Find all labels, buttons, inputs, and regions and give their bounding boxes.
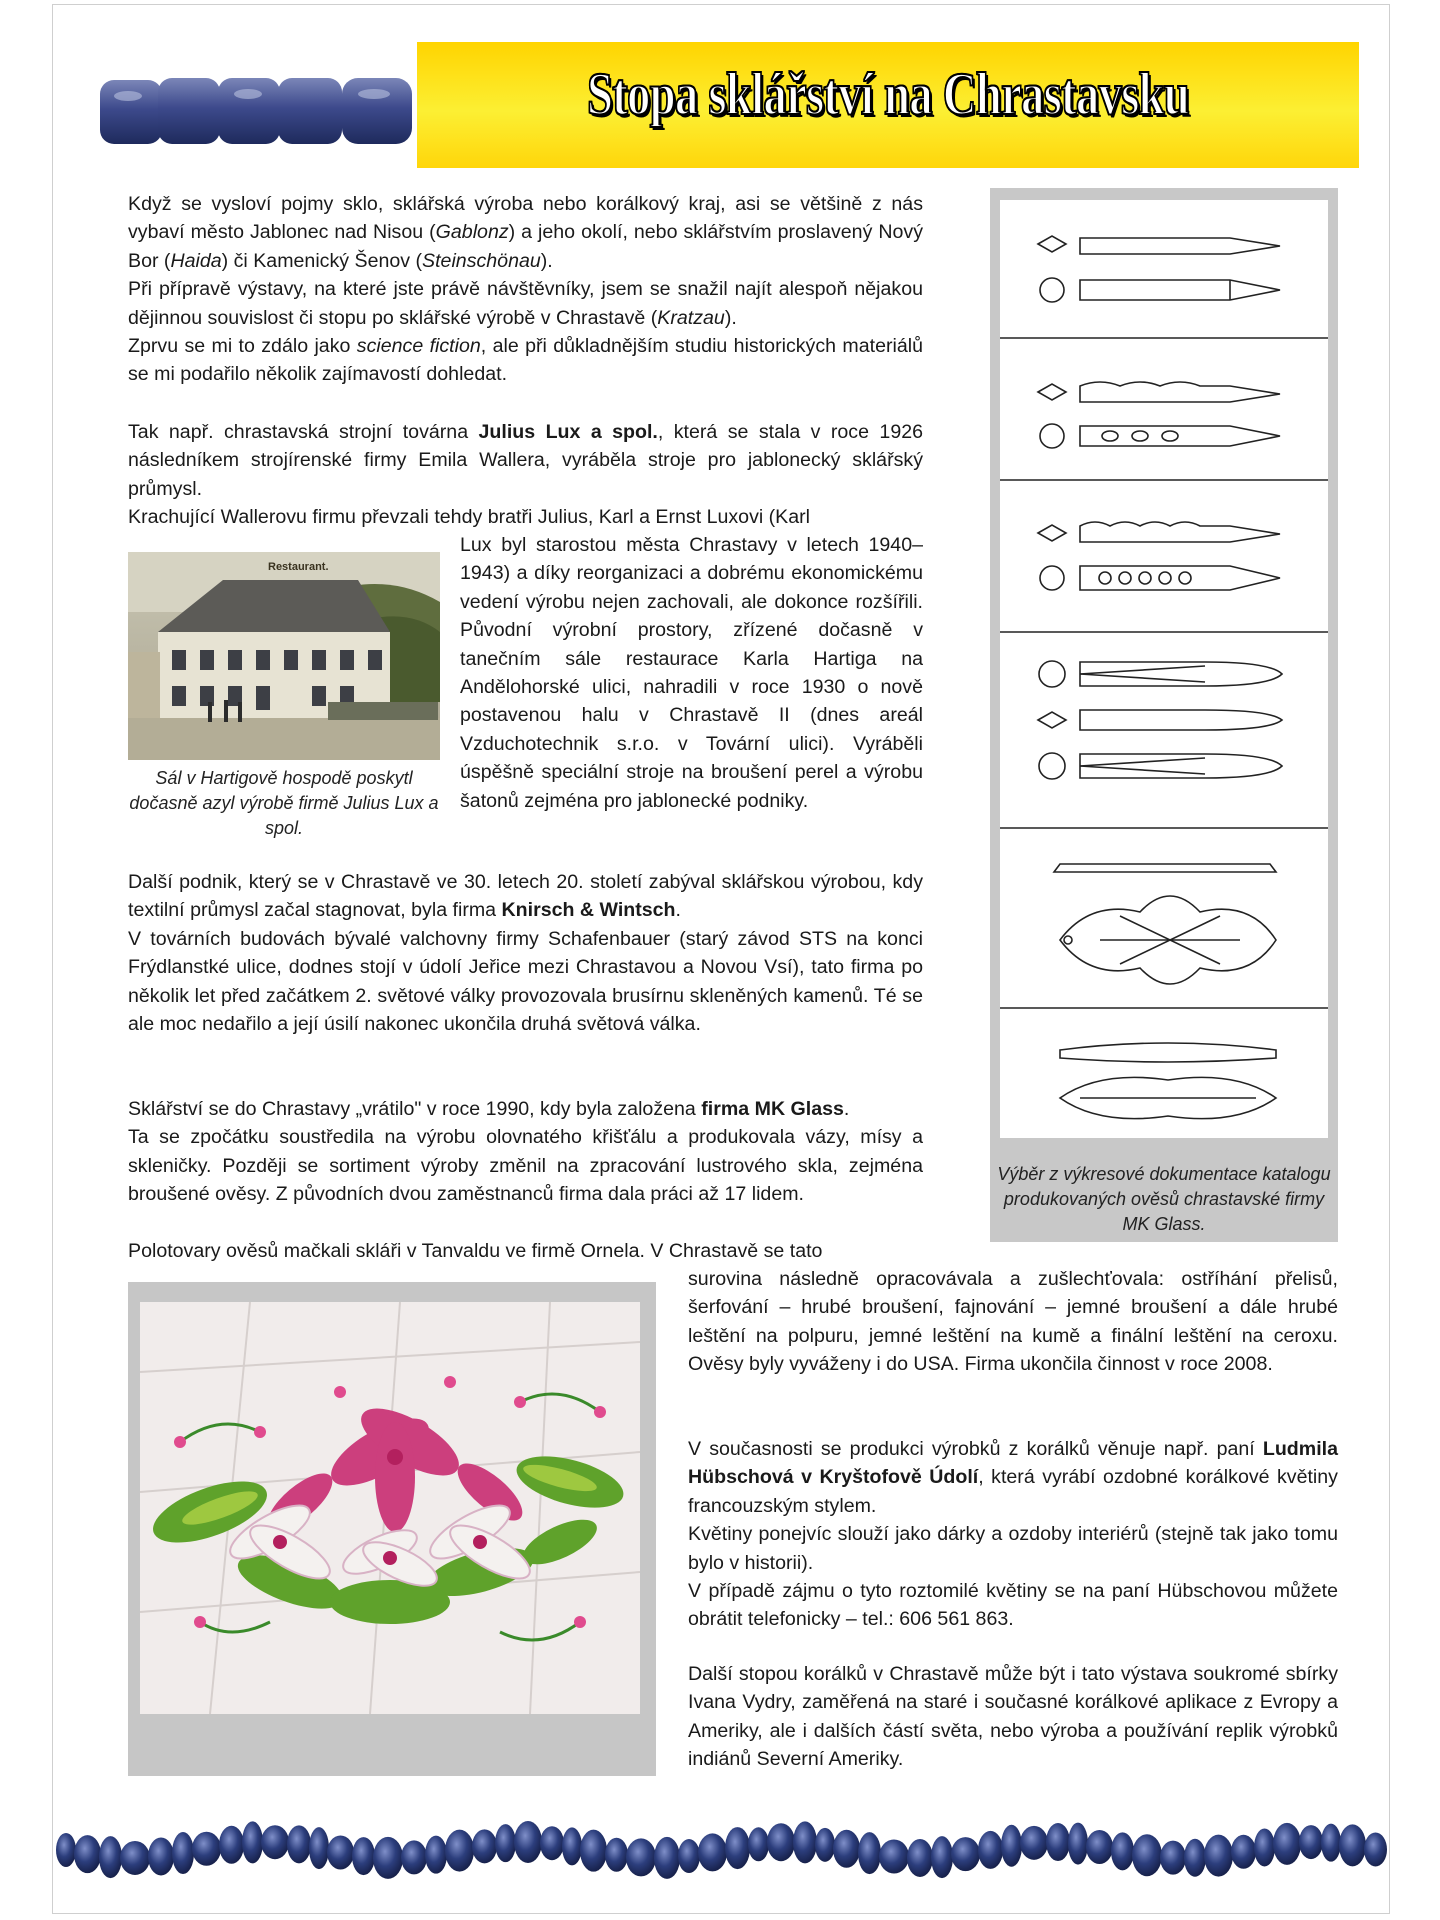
paragraph-ornela-continued [688,1265,1338,1379]
bead [352,1837,375,1875]
text-segment: science fiction [356,335,481,358]
page-title: Stopa sklářství na Chrastavsku [586,61,1190,127]
text-segment: Lux byl starostou města Chrastavy v letech 1940–1943) a díky reorganizaci a dobrému ekonomickému vedení výrobu nejen zachovali, ale dokonce rozšířili. Původní výrobní prostory, zřízené dočasně v tanečním sále restaurace Karla Hartiga na Andělohorské ulici, nahradili v roce 1930 o nově postavenou halu v Chrastavě II (dnes areál Vzduchotechnik s.r.o. v Tovární ulici). Vyráběli úspěšně speciální stroje na broušení perel a výrobu šatonů zejména pro jablonecké podniky. [460,534,923,812]
bead [1111,1832,1134,1870]
text-segment: . [675,899,681,922]
text-segment: ) a jeho okolí, nebo sklářstvím proslavený Nový Bor ( [128,221,923,272]
text-segment: surovina následně opracovávala a zušlechťovala: ostříhání přelisů, šerfování – hrubé broušení, fajnování – jemné broušení a dále hrubé leštění na polpuru, jemné leštění na kumě a finální leštění na ceroxu. Ověsy byly vyváženy i do USA. Firma ukončila činnost v roce 2008. [688,1268,1338,1376]
paragraph-knirsch-wintsch [128,868,923,1038]
bead [725,1827,750,1869]
drawing-panel [990,188,1338,1242]
bead [540,1826,564,1860]
text-segment: ). [540,249,553,272]
bead [580,1830,607,1872]
restaurant-sign-text: Restaurant. [268,561,329,573]
bead [1231,1835,1256,1869]
text-segment: Julius Lux a spol. [478,421,658,443]
bead [373,1837,403,1879]
text-segment: Když se vysloví pojmy sklo, sklářská výroba nebo korálkový kraj, asi se většině z nás vybaví město Jablonec nad Nisou ( [128,193,923,244]
bead [1068,1823,1088,1865]
bead [1204,1835,1233,1877]
text-segment: . [843,1098,850,1120]
text-segment: Krachující Wallerovu firmu převzali tehdy bratři Julius, Karl a Ernst Luxovi (Karl [128,506,811,528]
paragraph-julius-lux [128,418,923,503]
title-banner [417,42,1359,168]
text-segment: Haida [170,249,222,272]
bead [56,1833,76,1867]
text-segment: Květiny ponejvíc slouží jako dárky a ozdoby interiérů (stejně tak jako tomu bylo v historii). [688,1523,1338,1574]
bead [401,1840,427,1874]
text-segment: firma MK Glass [701,1098,844,1120]
bead [445,1830,474,1872]
bead [833,1830,860,1868]
paragraph-ornela-start [128,1237,923,1265]
paragraph-luxovi-continued [460,531,923,815]
bead [626,1838,656,1876]
bead [767,1823,795,1861]
paragraph-intro [128,190,923,389]
bead [327,1835,354,1869]
blue-beads-header-image [98,72,416,150]
bead [1046,1823,1070,1861]
text-segment: , ale při důkladnějším studiu historických materiálů se mi podařilo několik zajímavostí dohledat. [128,335,923,386]
text-segment: Další stopou korálků v Chrastavě může být i tato výstava soukromé sbírky Ivana Vydry, zaměřená na staré i současné korálkové aplikace z Evropy a Ameriky, ale i dalších částí světa, nebo výroba a používání replik výrobků indiánů Severní Ameriky. [688,1663,1338,1771]
bead [678,1839,700,1873]
bead [172,1832,194,1874]
bead [261,1825,289,1859]
bead [1184,1839,1206,1877]
bead [748,1827,769,1861]
drawings-caption: Výběr z výkresové dokumentace katalogu produkovaných ověsů chrastavské firmy MK Glass. [997,1164,1331,1234]
paragraph-vydra-exhibition [688,1660,1338,1774]
bead [495,1824,516,1862]
text-segment: , která se stala v roce 1926 následníkem strojírenské firmy Emila Wallera, vyráběla stroje pro jablonecký sklářský průmysl. [128,421,924,500]
bead [1001,1825,1022,1867]
text-segment: Polotovary ověsů mačkali skláři v Tanvaldu ve firmě Ornela. V Chrastavě se tato [128,1240,823,1262]
restaurant-photo-caption: Sál v Hartigově hospodě poskytl dočasně azyl výrobě firmě Julius Lux a spol. [129,768,439,838]
text-segment: ) či Kamenický Šenov ( [221,249,423,272]
paragraph-luxovi-start [128,503,923,531]
text-segment: Další podnik, který se v Chrastavě ve 30. letech 20. století zabýval sklářskou výrobou, kdy textilní průmysl začal stagnovat, byla firma [128,871,923,922]
text-segment: Tak např. chrastavská strojní továrna [128,421,479,443]
bead [562,1827,582,1865]
paragraph-mk-glass [128,1095,923,1209]
paragraph-hubschova [688,1435,1338,1634]
text-segment: V případě zájmu o tyto roztomilé květiny se na paní Hübschovou můžete obrátit telefonicky – tel.: 606 561 863. [688,1580,1338,1631]
text-segment: Ludmila Hübschová v Kryštofově Údolí [688,1438,1338,1489]
bead [472,1829,497,1863]
text-segment: Steinschönau [422,249,541,272]
bead [793,1821,817,1863]
text-segment: Knirsch & Wintsch [501,899,676,922]
bead [219,1826,244,1864]
bead [858,1832,881,1874]
bead [654,1837,680,1879]
bead [931,1836,953,1878]
bead [698,1833,727,1871]
bead [1273,1823,1301,1865]
bead [148,1837,174,1875]
bead [1254,1828,1275,1866]
bead [425,1836,447,1874]
bead [1321,1824,1341,1862]
bead [192,1832,221,1866]
bead [120,1841,150,1875]
text-segment: , která vyrábí ozdobné korálkové květiny francouzským stylem. [688,1466,1338,1517]
bead [1299,1825,1323,1859]
bead [879,1840,909,1874]
bead [1364,1832,1387,1866]
text-segment: V továrních budovách bývalé valchovny firmy Schafenbauer (starý závod STS na konci Frýdlanstké ulice, dodnes stojí v údolí Jeřice mezi Chrastavou a Novou Vsí), tato firma po několik let před začátkem 2. světové války provozovala brusírnu skleněných kamenů. Té se ale moc nedařilo a její úsilí nakonec ukončila druhá světová válka. [128,927,923,1036]
bead [907,1839,933,1877]
bead [287,1825,311,1863]
text-segment: Gablonz [435,221,509,244]
text-segment: Kratzau [657,306,725,329]
text-segment: Při přípravě výstavy, na které jste právě návštěvníky, jsem se snažil najít alespoň nějakou dějinnou souvislost či stopu po sklářské výrobě v Chrastavě ( [128,278,923,329]
text-segment: Ta se zpočátku soustředila na výrobu olovnatého křišťálu a produkovala vázy, mísy a skleničky. Později se sortiment výroby změnil na zpracování lustrového skla, zejména broušené ověsy. Z původních dvou zaměstnanců firma dala práci až 17 lidem. [128,1126,923,1206]
text-segment: ). [724,306,737,329]
bead [1132,1834,1162,1876]
bead [1339,1824,1366,1866]
bead [99,1836,122,1878]
bead [1160,1841,1186,1875]
blue-beads-footer-image [52,1810,1390,1890]
restaurant-photo [128,552,440,760]
bead [74,1835,101,1873]
text-segment: Zprvu se mi to zdálo jako [128,335,357,358]
bead [951,1837,980,1871]
bead [978,1831,1003,1869]
bead [1020,1826,1048,1860]
text-segment: V současnosti se produkci výrobků z korálků věnuje např. paní [688,1438,1263,1460]
bead [514,1821,542,1863]
bead [309,1827,329,1869]
text-segment: Sklářství se do Chrastavy „vrátilo" v roce 1990, kdy byla založena [128,1098,702,1120]
bead [815,1828,835,1862]
beaded-flowers-photo [140,1302,640,1714]
bead [605,1838,628,1872]
bead [1086,1830,1113,1864]
pendant-drawings [1000,200,1328,1138]
bead [242,1821,263,1863]
flower-photo-panel [128,1282,656,1776]
